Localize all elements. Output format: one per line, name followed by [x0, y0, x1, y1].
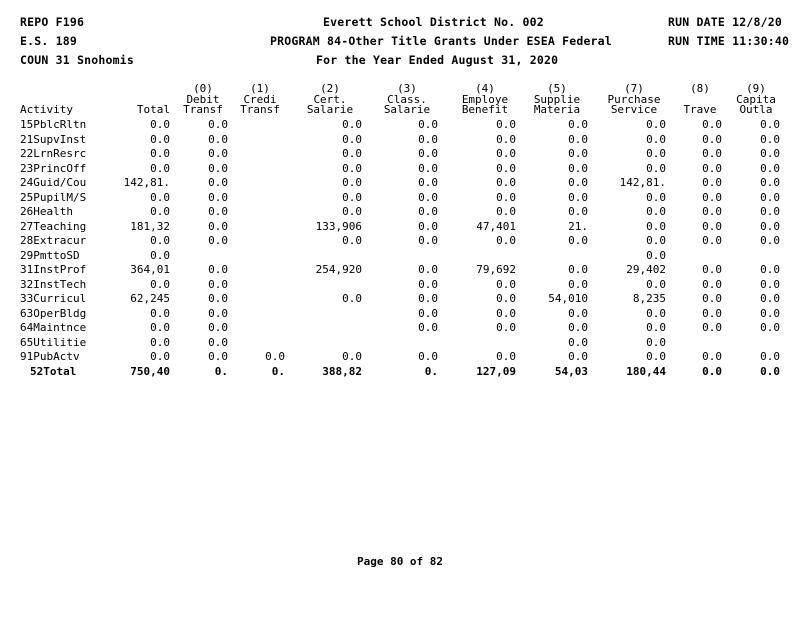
cell-supplies-materials: 0.0 — [568, 190, 588, 204]
fiscal-year: For the Year Ended August 31, 2020 — [316, 53, 559, 67]
cell-activity: 28Extracur — [20, 234, 87, 247]
cell-capital-outlay: 0.0 — [760, 234, 780, 247]
cell-employee-benefits: 0.0 — [496, 161, 516, 175]
cell-cert-salaries: 0.0 — [342, 190, 362, 204]
cell-debit-transfer: 0.0 — [208, 234, 228, 247]
cell-activity: 27Teaching — [20, 219, 87, 233]
cell-supplies-materials: 0.0 — [568, 335, 588, 349]
cell-travel: 0.0 — [702, 132, 722, 146]
cell-purchased-services: 0.0 — [646, 190, 666, 204]
cell-cert-salaries: 254,920 — [315, 263, 362, 276]
cell-debit-transfer: 0.0 — [208, 205, 228, 218]
col-supplies-materials: (5) Supplie Materia — [533, 82, 581, 116]
cell-total: 0.0 — [150, 190, 170, 204]
cell-debit-transfer: 0.0 — [208, 147, 228, 160]
table-row — [0, 336, 800, 351]
cell-employee-benefits: 0.0 — [496, 350, 516, 363]
cell-total: 62,245 — [130, 292, 170, 305]
cell-employee-benefits: 0.0 — [496, 190, 516, 204]
cell-supplies-materials: 0.0 — [568, 176, 588, 189]
cell-purchased-services: 0.0 — [646, 335, 666, 349]
cell-supplies-materials: 0.0 — [568, 234, 588, 247]
cell-class-salaries: 0.0 — [418, 161, 438, 175]
table-row — [0, 263, 800, 278]
cell-employee-benefits: 0.0 — [496, 118, 516, 131]
cell-supplies-materials: 0.0 — [568, 118, 588, 131]
table-row — [0, 220, 800, 235]
cell-travel: 0.0 — [702, 263, 722, 276]
col-credit-transfer: (1) Credi Transf — [240, 82, 280, 116]
cell-total: 0.0 — [150, 248, 170, 262]
cell-travel: 0.0 — [702, 292, 722, 305]
cell-employee-benefits: 47,401 — [476, 219, 516, 233]
cell-capital-outlay: 0.0 — [760, 190, 780, 204]
cell-employee-benefits: 0.0 — [496, 277, 516, 291]
cell-debit-transfer: 0. — [214, 364, 228, 378]
cell-cert-salaries: 0.0 — [342, 147, 362, 160]
cell-capital-outlay: 0.0 — [760, 350, 780, 363]
cell-supplies-materials: 21. — [568, 219, 588, 233]
cell-total: 0.0 — [150, 118, 170, 131]
table-row — [0, 147, 800, 162]
cell-activity: 15PblcRltn — [20, 118, 87, 131]
cell-supplies-materials: 0.0 — [568, 263, 588, 276]
cell-total: 364,01 — [130, 263, 170, 276]
cell-travel: 0.0 — [702, 176, 722, 189]
cell-class-salaries: 0.0 — [418, 263, 438, 276]
col-total: Total — [136, 103, 170, 116]
cell-supplies-materials: 0.0 — [568, 277, 588, 291]
cell-debit-transfer: 0.0 — [208, 118, 228, 131]
col-capital-outlay: (9) Capita Outla — [736, 82, 776, 116]
cell-debit-transfer: 0.0 — [208, 263, 228, 276]
cell-capital-outlay: 0.0 — [760, 219, 780, 233]
cell-travel: 0.0 — [702, 234, 722, 247]
cell-travel: 0.0 — [702, 190, 722, 204]
cell-class-salaries: 0.0 — [418, 321, 438, 334]
cell-activity: 26Health — [20, 205, 73, 218]
cell-cert-salaries: 0.0 — [342, 292, 362, 305]
table-row — [0, 133, 800, 148]
program-name: PROGRAM 84-Other Title Grants Under ESEA Federal — [270, 34, 612, 48]
table-row — [0, 278, 800, 293]
cell-purchased-services: 0.0 — [646, 161, 666, 175]
table-row — [0, 249, 800, 264]
cell-activity: 91PubActv — [20, 350, 80, 363]
cell-travel: 0.0 — [702, 277, 722, 291]
cell-debit-transfer: 0.0 — [208, 190, 228, 204]
cell-purchased-services: 0.0 — [646, 350, 666, 363]
cell-debit-transfer: 0.0 — [208, 335, 228, 349]
cell-capital-outlay: 0.0 — [760, 205, 780, 218]
cell-class-salaries: 0.0 — [418, 234, 438, 247]
cell-purchased-services: 0.0 — [646, 132, 666, 146]
cell-cert-salaries: 0.0 — [342, 132, 362, 146]
cell-total: 0.0 — [150, 350, 170, 363]
cell-travel: 0.0 — [702, 118, 722, 131]
cell-supplies-materials: 54,010 — [548, 292, 588, 305]
cell-class-salaries: 0.0 — [418, 147, 438, 160]
cell-debit-transfer: 0.0 — [208, 306, 228, 320]
cell-debit-transfer: 0.0 — [208, 132, 228, 146]
cell-purchased-services: 0.0 — [646, 205, 666, 218]
cell-travel: 0.0 — [702, 147, 722, 160]
cell-activity: 24Guid/Cou — [20, 176, 87, 189]
cell-class-salaries: 0.0 — [418, 350, 438, 363]
cell-purchased-services: 8,235 — [632, 292, 666, 305]
cell-travel: 0.0 — [702, 321, 722, 334]
cell-travel: 0.0 — [702, 364, 722, 378]
cell-capital-outlay: 0.0 — [760, 263, 780, 276]
table-row — [0, 292, 800, 307]
table-row — [0, 350, 800, 365]
cell-supplies-materials: 0.0 — [568, 147, 588, 160]
county-name: COUN 31 Snohomis — [20, 53, 134, 67]
cell-purchased-services: 0.0 — [646, 219, 666, 233]
table-row — [0, 307, 800, 322]
cell-debit-transfer: 0.0 — [208, 292, 228, 305]
cell-activity: 29PmttoSD — [20, 248, 80, 262]
cell-class-salaries: 0.0 — [418, 277, 438, 291]
table-row — [0, 176, 800, 191]
cell-debit-transfer: 0.0 — [208, 350, 228, 363]
cell-activity: 33Curricul — [20, 292, 87, 305]
run-date: RUN DATE 12/8/20 — [668, 15, 782, 29]
cell-supplies-materials: 0.0 — [568, 205, 588, 218]
cell-activity: 65Utilitie — [20, 335, 87, 349]
cell-cert-salaries: 0.0 — [342, 205, 362, 218]
cell-class-salaries: 0.0 — [418, 306, 438, 320]
cell-capital-outlay: 0.0 — [760, 277, 780, 291]
cell-total: 0.0 — [150, 147, 170, 160]
cell-cert-salaries: 0.0 — [342, 118, 362, 131]
page-number: Page 80 of 82 — [356, 555, 444, 568]
cell-purchased-services: 0.0 — [646, 321, 666, 334]
cell-supplies-materials: 54,03 — [554, 364, 588, 378]
cell-total: 0.0 — [150, 321, 170, 334]
cell-activity: 63OperBldg — [20, 306, 87, 320]
cell-purchased-services: 0.0 — [646, 277, 666, 291]
cell-supplies-materials: 0.0 — [568, 161, 588, 175]
total-row — [0, 365, 800, 380]
cell-employee-benefits: 79,692 — [476, 263, 516, 276]
cell-debit-transfer: 0.0 — [208, 219, 228, 233]
cell-class-salaries: 0. — [424, 364, 438, 378]
cell-travel: 0.0 — [702, 306, 722, 320]
cell-purchased-services: 0.0 — [646, 147, 666, 160]
cell-activity: 52Total — [30, 364, 77, 378]
cell-credit-transfer: 0.0 — [265, 350, 285, 363]
col-debit-transfer: (0) Debit Transf — [183, 82, 223, 116]
cell-total: 0.0 — [150, 161, 170, 175]
cell-debit-transfer: 0.0 — [208, 321, 228, 334]
cell-activity: 23PrincOff — [20, 161, 87, 175]
cell-purchased-services: 0.0 — [646, 234, 666, 247]
cell-purchased-services: 142,81. — [619, 176, 666, 189]
cell-total: 142,81. — [123, 176, 170, 189]
cell-class-salaries: 0.0 — [418, 190, 438, 204]
cell-employee-benefits: 127,09 — [476, 364, 516, 378]
col-cert-salaries: (2) Cert. Salarie — [306, 82, 354, 116]
cell-capital-outlay: 0.0 — [760, 147, 780, 160]
table-row — [0, 162, 800, 177]
cell-travel: 0.0 — [702, 350, 722, 363]
cell-employee-benefits: 0.0 — [496, 292, 516, 305]
cell-cert-salaries: 0.0 — [342, 234, 362, 247]
cell-activity: 22LrnResrc — [20, 147, 87, 160]
cell-employee-benefits: 0.0 — [496, 132, 516, 146]
cell-employee-benefits: 0.0 — [496, 306, 516, 320]
report-id: REPO F196 — [20, 15, 85, 29]
district-name: Everett School District No. 002 — [323, 15, 544, 29]
es-number: E.S. 189 — [20, 34, 77, 48]
cell-purchased-services: 0.0 — [646, 248, 666, 262]
cell-supplies-materials: 0.0 — [568, 306, 588, 320]
cell-total: 0.0 — [150, 335, 170, 349]
cell-cert-salaries: 388,82 — [322, 364, 362, 378]
col-employee-benefits: (4) Employe Benefit — [461, 82, 509, 116]
cell-employee-benefits: 0.0 — [496, 147, 516, 160]
cell-debit-transfer: 0.0 — [208, 176, 228, 189]
cell-total: 750,40 — [130, 364, 170, 378]
cell-class-salaries: 0.0 — [418, 205, 438, 218]
cell-employee-benefits: 0.0 — [496, 176, 516, 189]
cell-activity: 31InstProf — [20, 263, 87, 276]
col-activity: Activity — [20, 103, 73, 116]
cell-activity: 64Maintnce — [20, 321, 87, 334]
cell-total: 0.0 — [150, 234, 170, 247]
cell-capital-outlay: 0.0 — [760, 161, 780, 175]
cell-capital-outlay: 0.0 — [760, 176, 780, 189]
cell-total: 0.0 — [150, 132, 170, 146]
table-row — [0, 321, 800, 336]
cell-capital-outlay: 0.0 — [760, 306, 780, 320]
table-row — [0, 234, 800, 249]
cell-class-salaries: 0.0 — [418, 292, 438, 305]
run-time: RUN TIME 11:30:40 — [668, 34, 790, 48]
cell-debit-transfer: 0.0 — [208, 277, 228, 291]
cell-employee-benefits: 0.0 — [496, 205, 516, 218]
cell-capital-outlay: 0.0 — [760, 292, 780, 305]
cell-activity: 21SupvInst — [20, 132, 87, 146]
cell-capital-outlay: 0.0 — [760, 321, 780, 334]
cell-purchased-services: 29,402 — [626, 263, 666, 276]
cell-credit-transfer: 0. — [271, 364, 285, 378]
cell-class-salaries: 0.0 — [418, 132, 438, 146]
cell-activity: 32InstTech — [20, 277, 87, 291]
cell-purchased-services: 180,44 — [626, 364, 666, 378]
cell-travel: 0.0 — [702, 205, 722, 218]
table-row — [0, 191, 800, 206]
col-class-salaries: (3) Class. Salarie — [383, 82, 431, 116]
cell-travel: 0.0 — [702, 219, 722, 233]
cell-capital-outlay: 0.0 — [760, 118, 780, 131]
cell-capital-outlay: 0.0 — [760, 132, 780, 146]
cell-total: 0.0 — [150, 277, 170, 291]
cell-purchased-services: 0.0 — [646, 118, 666, 131]
cell-cert-salaries: 0.0 — [342, 161, 362, 175]
col-purchased-services: (7) Purchase Service — [607, 82, 661, 116]
cell-travel: 0.0 — [702, 161, 722, 175]
cell-supplies-materials: 0.0 — [568, 132, 588, 146]
cell-total: 0.0 — [150, 306, 170, 320]
cell-employee-benefits: 0.0 — [496, 234, 516, 247]
col-travel: (8) Trave — [683, 82, 717, 116]
cell-cert-salaries: 133,906 — [315, 219, 362, 233]
cell-capital-outlay: 0.0 — [760, 364, 780, 378]
cell-purchased-services: 0.0 — [646, 306, 666, 320]
table-row — [0, 205, 800, 220]
cell-supplies-materials: 0.0 — [568, 321, 588, 334]
cell-supplies-materials: 0.0 — [568, 350, 588, 363]
cell-debit-transfer: 0.0 — [208, 161, 228, 175]
cell-class-salaries: 0.0 — [418, 176, 438, 189]
table-row — [0, 118, 800, 133]
cell-activity: 25PupilM/S — [20, 190, 87, 204]
cell-cert-salaries: 0.0 — [342, 176, 362, 189]
cell-class-salaries: 0.0 — [418, 118, 438, 131]
cell-total: 181,32 — [130, 219, 170, 233]
cell-total: 0.0 — [150, 205, 170, 218]
cell-cert-salaries: 0.0 — [342, 350, 362, 363]
cell-class-salaries: 0.0 — [418, 219, 438, 233]
cell-employee-benefits: 0.0 — [496, 321, 516, 334]
